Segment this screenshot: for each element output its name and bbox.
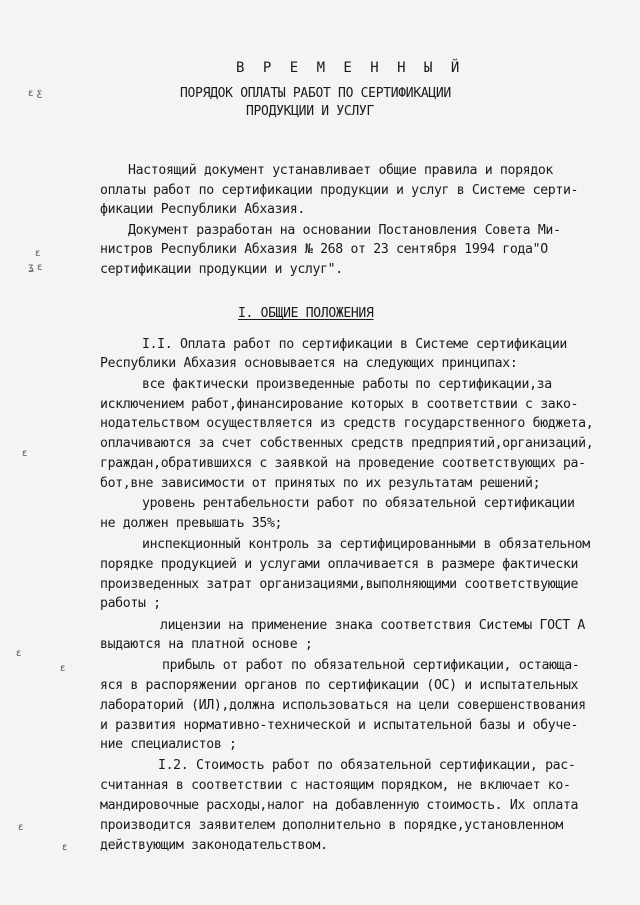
intro-line: фикации Республики Абхазия. xyxy=(100,202,305,217)
section-line: оплачиваются за счет собственных средств предприятий,организаций, xyxy=(100,436,594,451)
section-line: все фактически произведенные работы по сертификации,за xyxy=(142,377,552,392)
section-line: нодательством осуществляется из средств государственного бюджета, xyxy=(100,416,594,431)
margin-mark: ɛ xyxy=(16,648,22,659)
document-subtitle-line2: ПРОДУКЦИИ И УСЛУГ xyxy=(246,104,374,119)
section-line: ние специалистов ; xyxy=(100,737,237,752)
document-title: В Р Е М Е Н Н Ы Й xyxy=(236,60,465,76)
section-heading: I. ОБЩИЕ ПОЛОЖЕНИЯ xyxy=(238,306,374,321)
section-line: не должен превышать 35%; xyxy=(100,516,283,531)
intro-line: сертификации продукции и услуг". xyxy=(100,262,343,277)
intro-line: Документ разработан на основании Постановления Совета Ми- xyxy=(128,223,561,238)
margin-mark: ʓ ɛ xyxy=(28,262,43,273)
section-line: работы ; xyxy=(100,596,161,611)
section-line: I.2. Стоимость работ по обязательной сертификации, рас- xyxy=(158,758,576,773)
intro-line: оплаты работ по сертификации продукции и услуг в Системе серти- xyxy=(100,183,579,198)
intro-line: Настоящий документ устанавливает общие правила и порядок xyxy=(128,163,554,178)
margin-mark: ɛ xyxy=(18,822,24,833)
intro-line: нистров Республики Абхазия № 268 от 23 сентября 1994 года"О xyxy=(100,242,548,257)
section-line: лабораторий (ИЛ),должна использоваться на цели совершенствования xyxy=(100,698,586,713)
section-line: и развития нормативно-технической и испытательной базы и обуче- xyxy=(100,718,579,733)
section-line: мандировочные расходы,налог на добавленную стоимость. Их оплата xyxy=(100,798,579,813)
section-line: яся в распоряжении органов по сертификации (ОС) и испытательных xyxy=(100,678,579,693)
section-line: Республики Абхазия основывается на следующих принципах: xyxy=(100,356,518,371)
section-line: граждан,обратившихся с заявкой на проведение соответствующих ра- xyxy=(100,456,586,471)
section-line: произведенных затрат организациями,выполняющими соответствующие xyxy=(100,577,579,592)
document-subtitle-line1: ПОРЯДОК ОПЛАТЫ РАБОТ ПО СЕРТИФИКАЦИИ xyxy=(180,86,451,101)
section-line: лицензии на применение знака соответствия Системы ГОСТ А xyxy=(160,618,586,633)
section-line: считанная в соответствии с настоящим порядком, не включает ко- xyxy=(100,778,571,793)
section-line: бот,вне зависимости от принятых по их результатам решений; xyxy=(100,476,541,491)
section-line: выдаются на платной основе ; xyxy=(100,637,313,652)
margin-mark: ε ƹ xyxy=(28,88,43,99)
section-line: I.I. Оплата работ по сертификации в Системе сертификации xyxy=(142,337,568,352)
section-line: порядке продукцией и услугами оплачивается в размере фактически xyxy=(100,557,579,572)
section-line: действующим законодательством. xyxy=(100,838,328,853)
section-line: уровень рентабельности работ по обязательной сертификации xyxy=(142,496,575,511)
section-line: производится заявителем дополнительно в порядке,установленном xyxy=(100,818,563,833)
section-line: исключением работ,финансирование которых в соответствии с зако- xyxy=(100,397,579,412)
margin-mark: ε xyxy=(35,248,41,259)
margin-mark: ɛ xyxy=(22,448,28,459)
margin-mark: ɛ xyxy=(62,842,68,853)
margin-mark: ɛ xyxy=(60,663,66,674)
section-line: прибыль от работ по обязательной сертификации, остающа- xyxy=(162,658,580,673)
section-line: инспекционный контроль за сертифицированными в обязательном xyxy=(142,537,590,552)
